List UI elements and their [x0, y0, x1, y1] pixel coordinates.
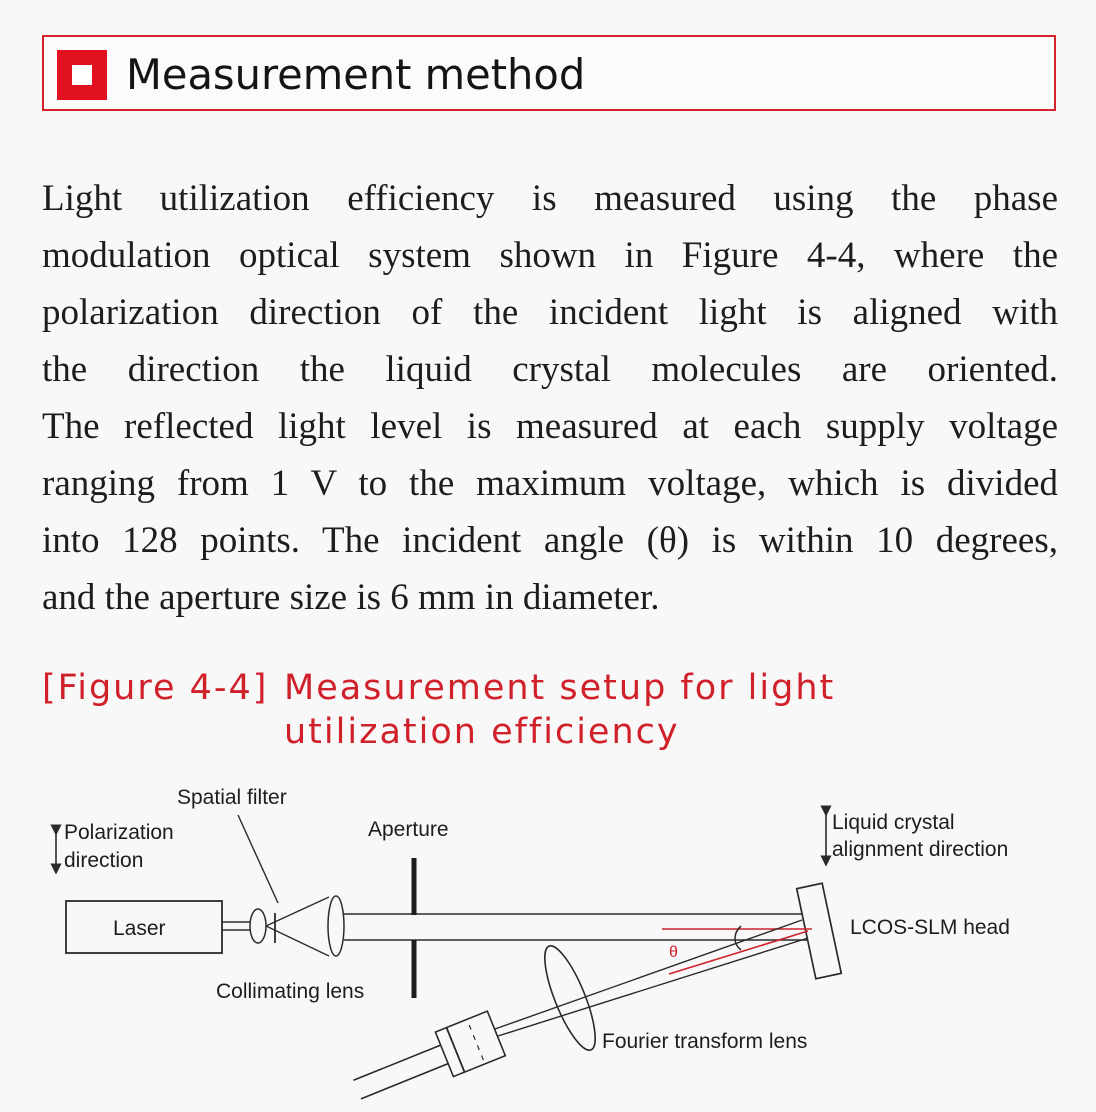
polarization-label-line1: Polarization	[64, 821, 174, 844]
spatial-filter-pointer	[238, 815, 278, 903]
collimating-lens	[328, 896, 344, 956]
body-line: into 128 points. The incident angle (θ) is within 10 degrees,	[42, 520, 1058, 561]
spatial-filter-lens	[250, 909, 266, 943]
fourier-transform-lens	[535, 940, 605, 1055]
section-marker-center	[72, 65, 92, 85]
theta-label: θ	[669, 944, 678, 961]
body-line: and the aperture size is 6 mm in diameter.	[42, 577, 660, 618]
body-line: the direction the liquid crystal molecules are oriented.	[42, 349, 1058, 390]
lc-alignment-label-line2: alignment direction	[832, 838, 1009, 861]
detector-lead-upper	[354, 1045, 441, 1080]
section-marker-icon	[57, 50, 107, 100]
body-line: ranging from 1 V to the maximum voltage, which is divided	[42, 463, 1058, 504]
body-line: modulation optical system shown in Figure 4-4, where the	[42, 235, 1058, 276]
body-line: polarization direction of the incident light is aligned with	[42, 292, 1058, 333]
diverging-beam-upper	[266, 897, 329, 926]
figure-title: Measurement setup for light utilization efficiency	[284, 668, 836, 752]
lcos-slm-head	[797, 883, 842, 978]
spatial-filter-label: Spatial filter	[177, 786, 287, 809]
lcos-head-label: LCOS-SLM head	[850, 916, 1010, 939]
photodetector-body	[447, 1011, 506, 1072]
reflected-red-beam	[669, 931, 808, 974]
section-header	[42, 35, 1056, 111]
polarization-label-line2: direction	[64, 849, 144, 872]
section-title: Measurement method	[126, 50, 586, 99]
lc-alignment-label-line1: Liquid crystal	[832, 811, 955, 834]
aperture-label: Aperture	[368, 818, 449, 841]
fourier-beam-upper	[495, 920, 802, 1029]
body-line: The reflected light level is measured at each supply voltage	[42, 406, 1058, 447]
photodetector	[348, 1011, 505, 1112]
fourier-lens-label: Fourier transform lens	[602, 1030, 808, 1053]
detector-lead-lower	[361, 1064, 448, 1099]
measurement-setup-diagram	[0, 760, 1096, 1112]
figure-number: [Figure 4-4]	[42, 668, 269, 708]
collimating-lens-label: Collimating lens	[216, 980, 365, 1003]
body-line: Light utilization efficiency is measured using the phase	[42, 178, 1058, 219]
laser-label: Laser	[113, 917, 166, 940]
body-paragraph	[42, 170, 1058, 626]
